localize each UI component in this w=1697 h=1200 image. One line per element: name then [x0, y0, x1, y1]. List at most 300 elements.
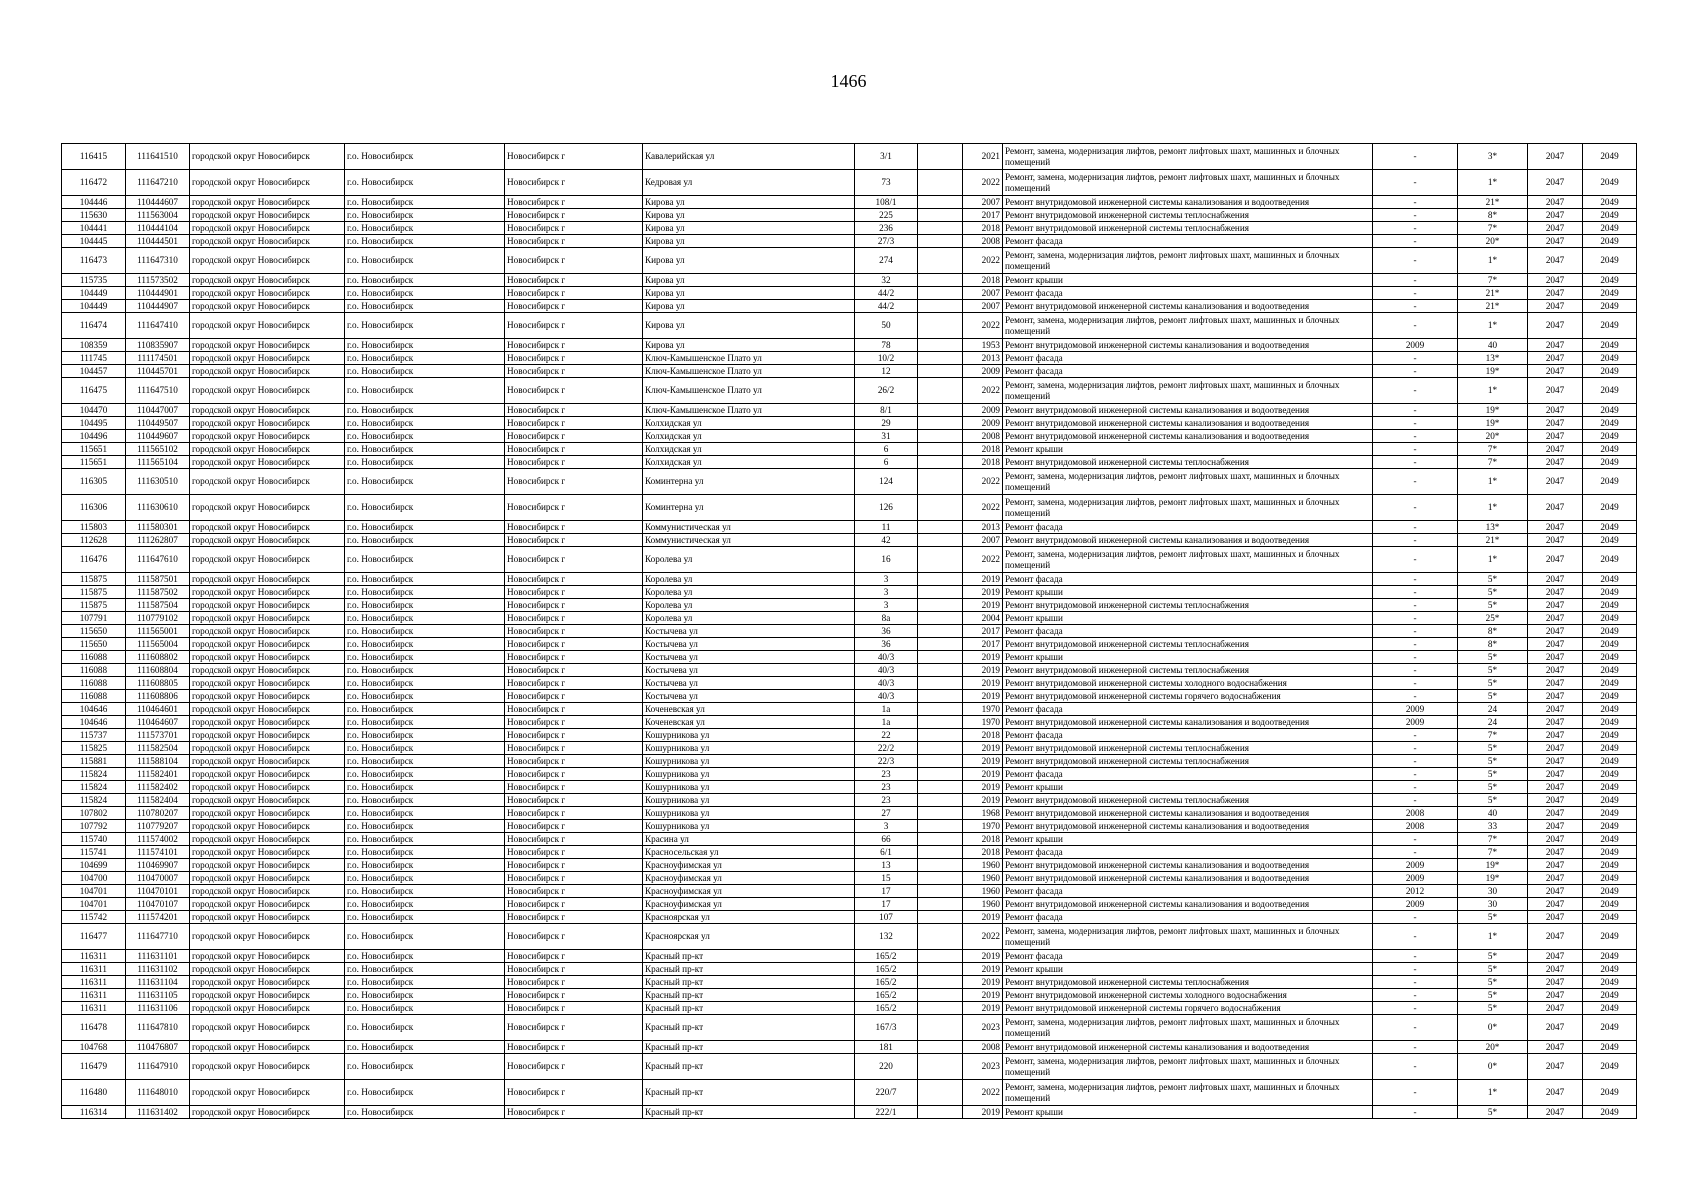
- cell-municipality: городской округ Новосибирск: [190, 404, 345, 417]
- cell-work-id: 111647710: [126, 924, 190, 950]
- cell-street: Красина ул: [643, 833, 855, 846]
- cell-settlement: Новосибирск г: [505, 794, 643, 807]
- cell-house-number: 40/3: [855, 664, 918, 677]
- cell-wear-years: 19*: [1458, 859, 1528, 872]
- cell-last-repair-year: -: [1373, 586, 1458, 599]
- cell-house-number: 22: [855, 729, 918, 742]
- cell-street: Красный пр-кт: [643, 1002, 855, 1015]
- cell-urban-district: г.о. Новосибирск: [345, 1015, 505, 1041]
- cell-wear-years: 8*: [1458, 638, 1528, 651]
- cell-commission-year: 1953: [963, 339, 1003, 352]
- cell-house-id: 115825: [62, 742, 126, 755]
- cell-settlement: Новосибирск г: [505, 820, 643, 833]
- cell-commission-year: 2019: [963, 677, 1003, 690]
- cell-house-id: 116305: [62, 469, 126, 495]
- cell-last-repair-year: -: [1373, 677, 1458, 690]
- cell-house-number: 11: [855, 521, 918, 534]
- cell-wear-years: 24: [1458, 716, 1528, 729]
- cell-building: [918, 1106, 963, 1119]
- cell-wear-years: 3*: [1458, 144, 1528, 170]
- cell-work-id: 110445701: [126, 365, 190, 378]
- cell-commission-year: 2019: [963, 911, 1003, 924]
- cell-plan-year-start: 2047: [1528, 534, 1583, 547]
- cell-commission-year: 2023: [963, 1054, 1003, 1080]
- cell-house-id: 116479: [62, 1054, 126, 1080]
- cell-last-repair-year: -: [1373, 976, 1458, 989]
- cell-urban-district: г.о. Новосибирск: [345, 794, 505, 807]
- table-row: [62, 378, 1637, 404]
- cell-house-id: 104446: [62, 196, 126, 209]
- cell-wear-years: 5*: [1458, 963, 1528, 976]
- cell-plan-year-start: 2047: [1528, 1106, 1583, 1119]
- cell-plan-year-start: 2047: [1528, 742, 1583, 755]
- cell-work-type: Ремонт, замена, модернизация лифтов, ремонт лифтовых шахт, машинных и блочных помещений: [1003, 1080, 1373, 1106]
- cell-street: Королева ул: [643, 612, 855, 625]
- cell-last-repair-year: -: [1373, 963, 1458, 976]
- cell-plan-year-start: 2047: [1528, 963, 1583, 976]
- cell-settlement: Новосибирск г: [505, 1080, 643, 1106]
- cell-work-id: 111647410: [126, 313, 190, 339]
- cell-house-id: 116088: [62, 651, 126, 664]
- cell-plan-year-start: 2047: [1528, 1015, 1583, 1041]
- cell-house-number: 22/2: [855, 742, 918, 755]
- cell-plan-year-end: 2049: [1583, 859, 1637, 872]
- cell-house-id: 116473: [62, 248, 126, 274]
- cell-street: Кошурникова ул: [643, 807, 855, 820]
- cell-commission-year: 2009: [963, 404, 1003, 417]
- cell-commission-year: 2009: [963, 365, 1003, 378]
- cell-municipality: городской округ Новосибирск: [190, 690, 345, 703]
- cell-house-number: 29: [855, 417, 918, 430]
- cell-building: [918, 703, 963, 716]
- cell-street: Красный пр-кт: [643, 1015, 855, 1041]
- cell-work-type: Ремонт внутридомовой инженерной системы канализования и водоотведения: [1003, 339, 1373, 352]
- cell-wear-years: 5*: [1458, 911, 1528, 924]
- cell-work-type: Ремонт внутридомовой инженерной системы теплоснабжения: [1003, 742, 1373, 755]
- cell-house-number: 73: [855, 170, 918, 196]
- cell-house-number: 274: [855, 248, 918, 274]
- cell-municipality: городской округ Новосибирск: [190, 781, 345, 794]
- cell-last-repair-year: -: [1373, 651, 1458, 664]
- cell-commission-year: 2019: [963, 664, 1003, 677]
- cell-plan-year-start: 2047: [1528, 209, 1583, 222]
- cell-house-id: 116088: [62, 664, 126, 677]
- cell-last-repair-year: -: [1373, 521, 1458, 534]
- table-row: [62, 924, 1637, 950]
- cell-municipality: городской округ Новосибирск: [190, 313, 345, 339]
- cell-plan-year-end: 2049: [1583, 469, 1637, 495]
- cell-commission-year: 1970: [963, 820, 1003, 833]
- cell-wear-years: 1*: [1458, 469, 1528, 495]
- cell-street: Ключ-Камышенское Плато ул: [643, 404, 855, 417]
- cell-house-number: 16: [855, 547, 918, 573]
- cell-urban-district: г.о. Новосибирск: [345, 586, 505, 599]
- cell-commission-year: 2022: [963, 469, 1003, 495]
- cell-urban-district: г.о. Новосибирск: [345, 287, 505, 300]
- cell-settlement: Новосибирск г: [505, 378, 643, 404]
- cell-plan-year-end: 2049: [1583, 495, 1637, 521]
- cell-house-number: 225: [855, 209, 918, 222]
- cell-work-id: 111582504: [126, 742, 190, 755]
- cell-work-id: 111641510: [126, 144, 190, 170]
- cell-wear-years: 5*: [1458, 1002, 1528, 1015]
- cell-settlement: Новосибирск г: [505, 170, 643, 196]
- cell-plan-year-start: 2047: [1528, 313, 1583, 339]
- cell-plan-year-end: 2049: [1583, 924, 1637, 950]
- cell-work-id: 111647610: [126, 547, 190, 573]
- cell-street: Колхидская ул: [643, 417, 855, 430]
- table-row: [62, 365, 1637, 378]
- cell-commission-year: 2023: [963, 1015, 1003, 1041]
- cell-municipality: городской округ Новосибирск: [190, 586, 345, 599]
- cell-plan-year-start: 2047: [1528, 365, 1583, 378]
- cell-work-type: Ремонт внутридомовой инженерной системы теплоснабжения: [1003, 664, 1373, 677]
- cell-house-number: 3/1: [855, 144, 918, 170]
- cell-work-type: Ремонт внутридомовой инженерной системы канализования и водоотведения: [1003, 404, 1373, 417]
- cell-plan-year-start: 2047: [1528, 339, 1583, 352]
- cell-work-type: Ремонт крыши: [1003, 781, 1373, 794]
- cell-building: [918, 144, 963, 170]
- table-row: [62, 976, 1637, 989]
- cell-commission-year: 1970: [963, 716, 1003, 729]
- cell-house-number: 107: [855, 911, 918, 924]
- cell-plan-year-start: 2047: [1528, 976, 1583, 989]
- cell-plan-year-end: 2049: [1583, 443, 1637, 456]
- cell-house-id: 116306: [62, 495, 126, 521]
- cell-last-repair-year: -: [1373, 534, 1458, 547]
- cell-work-type: Ремонт внутридомовой инженерной системы теплоснабжения: [1003, 755, 1373, 768]
- cell-commission-year: 2022: [963, 378, 1003, 404]
- cell-last-repair-year: -: [1373, 352, 1458, 365]
- cell-wear-years: 7*: [1458, 443, 1528, 456]
- cell-house-number: 220/7: [855, 1080, 918, 1106]
- cell-work-id: 111587504: [126, 599, 190, 612]
- cell-commission-year: 2019: [963, 768, 1003, 781]
- cell-house-id: 116311: [62, 989, 126, 1002]
- cell-last-repair-year: -: [1373, 846, 1458, 859]
- cell-municipality: городской округ Новосибирск: [190, 430, 345, 443]
- cell-building: [918, 469, 963, 495]
- cell-house-number: 3: [855, 820, 918, 833]
- cell-work-type: Ремонт фасада: [1003, 846, 1373, 859]
- cell-municipality: городской округ Новосибирск: [190, 196, 345, 209]
- cell-last-repair-year: -: [1373, 456, 1458, 469]
- cell-urban-district: г.о. Новосибирск: [345, 378, 505, 404]
- cell-work-type: Ремонт внутридомовой инженерной системы канализования и водоотведения: [1003, 196, 1373, 209]
- cell-street: Костычева ул: [643, 651, 855, 664]
- cell-settlement: Новосибирск г: [505, 898, 643, 911]
- cell-street: Коммунистическая ул: [643, 534, 855, 547]
- cell-work-type: Ремонт фасада: [1003, 625, 1373, 638]
- cell-plan-year-start: 2047: [1528, 846, 1583, 859]
- cell-work-type: Ремонт, замена, модернизация лифтов, ремонт лифтовых шахт, машинных и блочных помещений: [1003, 495, 1373, 521]
- cell-house-id: 104646: [62, 716, 126, 729]
- cell-settlement: Новосибирск г: [505, 963, 643, 976]
- cell-building: [918, 573, 963, 586]
- table-row: [62, 885, 1637, 898]
- cell-settlement: Новосибирск г: [505, 144, 643, 170]
- cell-wear-years: 19*: [1458, 417, 1528, 430]
- cell-wear-years: 7*: [1458, 222, 1528, 235]
- cell-last-repair-year: -: [1373, 833, 1458, 846]
- cell-work-type: Ремонт, замена, модернизация лифтов, ремонт лифтовых шахт, машинных и блочных помещений: [1003, 1054, 1373, 1080]
- cell-house-id: 116475: [62, 378, 126, 404]
- table-row: [62, 248, 1637, 274]
- table-row: [62, 950, 1637, 963]
- table-row: [62, 820, 1637, 833]
- cell-building: [918, 222, 963, 235]
- cell-urban-district: г.о. Новосибирск: [345, 924, 505, 950]
- cell-settlement: Новосибирск г: [505, 209, 643, 222]
- cell-house-number: 126: [855, 495, 918, 521]
- cell-commission-year: 2019: [963, 950, 1003, 963]
- cell-urban-district: г.о. Новосибирск: [345, 417, 505, 430]
- cell-work-type: Ремонт фасада: [1003, 729, 1373, 742]
- cell-house-number: 44/2: [855, 300, 918, 313]
- cell-plan-year-start: 2047: [1528, 612, 1583, 625]
- cell-street: Колхидская ул: [643, 430, 855, 443]
- cell-street: Кошурникова ул: [643, 729, 855, 742]
- table-row: [62, 222, 1637, 235]
- cell-settlement: Новосибирск г: [505, 222, 643, 235]
- cell-commission-year: 2019: [963, 1106, 1003, 1119]
- cell-work-type: Ремонт крыши: [1003, 1106, 1373, 1119]
- cell-municipality: городской округ Новосибирск: [190, 716, 345, 729]
- cell-work-id: 111573502: [126, 274, 190, 287]
- cell-plan-year-end: 2049: [1583, 274, 1637, 287]
- cell-last-repair-year: 2009: [1373, 716, 1458, 729]
- cell-settlement: Новосибирск г: [505, 976, 643, 989]
- cell-last-repair-year: -: [1373, 378, 1458, 404]
- cell-last-repair-year: -: [1373, 144, 1458, 170]
- cell-plan-year-end: 2049: [1583, 677, 1637, 690]
- cell-street: Кедровая ул: [643, 170, 855, 196]
- cell-urban-district: г.о. Новосибирск: [345, 196, 505, 209]
- table-row: [62, 989, 1637, 1002]
- cell-work-type: Ремонт внутридомовой инженерной системы теплоснабжения: [1003, 222, 1373, 235]
- table-row: [62, 794, 1637, 807]
- cell-urban-district: г.о. Новосибирск: [345, 456, 505, 469]
- cell-municipality: городской округ Новосибирск: [190, 274, 345, 287]
- cell-plan-year-end: 2049: [1583, 690, 1637, 703]
- cell-street: Кирова ул: [643, 209, 855, 222]
- cell-last-repair-year: -: [1373, 625, 1458, 638]
- cell-plan-year-start: 2047: [1528, 352, 1583, 365]
- cell-municipality: городской округ Новосибирск: [190, 456, 345, 469]
- cell-wear-years: 0*: [1458, 1015, 1528, 1041]
- table-row: [62, 495, 1637, 521]
- cell-building: [918, 859, 963, 872]
- cell-last-repair-year: -: [1373, 1015, 1458, 1041]
- cell-work-id: 111563004: [126, 209, 190, 222]
- cell-settlement: Новосибирск г: [505, 1015, 643, 1041]
- cell-building: [918, 274, 963, 287]
- cell-last-repair-year: -: [1373, 794, 1458, 807]
- cell-wear-years: 20*: [1458, 235, 1528, 248]
- cell-urban-district: г.о. Новосибирск: [345, 703, 505, 716]
- cell-plan-year-end: 2049: [1583, 313, 1637, 339]
- cell-work-type: Ремонт внутридомовой инженерной системы канализования и водоотведения: [1003, 417, 1373, 430]
- table-row: [62, 274, 1637, 287]
- cell-municipality: городской округ Новосибирск: [190, 794, 345, 807]
- cell-plan-year-end: 2049: [1583, 768, 1637, 781]
- cell-building: [918, 833, 963, 846]
- table-row: [62, 599, 1637, 612]
- cell-municipality: городской округ Новосибирск: [190, 573, 345, 586]
- cell-work-id: 111582404: [126, 794, 190, 807]
- cell-house-id: 116474: [62, 313, 126, 339]
- cell-house-id: 104768: [62, 1041, 126, 1054]
- cell-street: Королева ул: [643, 599, 855, 612]
- cell-work-id: 111608806: [126, 690, 190, 703]
- cell-urban-district: г.о. Новосибирск: [345, 612, 505, 625]
- cell-wear-years: 33: [1458, 820, 1528, 833]
- cell-settlement: Новосибирск г: [505, 313, 643, 339]
- cell-plan-year-end: 2049: [1583, 1002, 1637, 1015]
- cell-municipality: городской округ Новосибирск: [190, 976, 345, 989]
- cell-municipality: городской округ Новосибирск: [190, 651, 345, 664]
- cell-house-number: 124: [855, 469, 918, 495]
- cell-house-id: 115742: [62, 911, 126, 924]
- cell-work-id: 111565102: [126, 443, 190, 456]
- cell-building: [918, 1041, 963, 1054]
- cell-commission-year: 2018: [963, 456, 1003, 469]
- cell-wear-years: 5*: [1458, 573, 1528, 586]
- table-row: [62, 729, 1637, 742]
- cell-settlement: Новосибирск г: [505, 703, 643, 716]
- cell-house-id: 116478: [62, 1015, 126, 1041]
- cell-plan-year-start: 2047: [1528, 1080, 1583, 1106]
- cell-street: Кошурникова ул: [643, 794, 855, 807]
- cell-work-id: 110779102: [126, 612, 190, 625]
- cell-municipality: городской округ Новосибирск: [190, 911, 345, 924]
- cell-plan-year-end: 2049: [1583, 755, 1637, 768]
- cell-work-id: 110779207: [126, 820, 190, 833]
- cell-work-id: 111630510: [126, 469, 190, 495]
- cell-plan-year-start: 2047: [1528, 859, 1583, 872]
- cell-commission-year: 2022: [963, 1080, 1003, 1106]
- cell-plan-year-start: 2047: [1528, 677, 1583, 690]
- cell-street: Красный пр-кт: [643, 1106, 855, 1119]
- cell-house-number: 17: [855, 898, 918, 911]
- cell-work-id: 111262807: [126, 534, 190, 547]
- cell-plan-year-end: 2049: [1583, 521, 1637, 534]
- cell-plan-year-end: 2049: [1583, 1041, 1637, 1054]
- cell-street: Королева ул: [643, 547, 855, 573]
- cell-building: [918, 820, 963, 833]
- cell-commission-year: 2019: [963, 573, 1003, 586]
- cell-wear-years: 21*: [1458, 196, 1528, 209]
- cell-house-id: 107791: [62, 612, 126, 625]
- cell-work-type: Ремонт внутридомовой инженерной системы канализования и водоотведения: [1003, 872, 1373, 885]
- cell-municipality: городской округ Новосибирск: [190, 898, 345, 911]
- cell-building: [918, 677, 963, 690]
- cell-commission-year: 1960: [963, 859, 1003, 872]
- cell-work-type: Ремонт крыши: [1003, 651, 1373, 664]
- cell-house-id: 104699: [62, 859, 126, 872]
- cell-wear-years: 5*: [1458, 651, 1528, 664]
- cell-municipality: городской округ Новосибирск: [190, 638, 345, 651]
- cell-urban-district: г.о. Новосибирск: [345, 248, 505, 274]
- cell-commission-year: 2007: [963, 534, 1003, 547]
- cell-commission-year: 2019: [963, 690, 1003, 703]
- cell-municipality: городской округ Новосибирск: [190, 1080, 345, 1106]
- cell-plan-year-end: 2049: [1583, 716, 1637, 729]
- cell-plan-year-start: 2047: [1528, 144, 1583, 170]
- cell-municipality: городской округ Новосибирск: [190, 742, 345, 755]
- cell-urban-district: г.о. Новосибирск: [345, 833, 505, 846]
- cell-wear-years: 5*: [1458, 742, 1528, 755]
- cell-commission-year: 2019: [963, 1002, 1003, 1015]
- cell-street: Красноуфимская ул: [643, 898, 855, 911]
- cell-building: [918, 300, 963, 313]
- cell-work-id: 111174501: [126, 352, 190, 365]
- cell-last-repair-year: -: [1373, 755, 1458, 768]
- table-row: [62, 846, 1637, 859]
- cell-plan-year-end: 2049: [1583, 352, 1637, 365]
- cell-urban-district: г.о. Новосибирск: [345, 547, 505, 573]
- cell-commission-year: 2019: [963, 963, 1003, 976]
- cell-settlement: Новосибирск г: [505, 456, 643, 469]
- cell-urban-district: г.о. Новосибирск: [345, 989, 505, 1002]
- cell-work-type: Ремонт крыши: [1003, 443, 1373, 456]
- cell-commission-year: 2022: [963, 313, 1003, 339]
- table-row: [62, 1015, 1637, 1041]
- cell-wear-years: 5*: [1458, 768, 1528, 781]
- cell-commission-year: 1968: [963, 807, 1003, 820]
- cell-work-type: Ремонт внутридомовой инженерной системы канализования и водоотведения: [1003, 430, 1373, 443]
- cell-plan-year-start: 2047: [1528, 586, 1583, 599]
- cell-house-id: 112628: [62, 534, 126, 547]
- cell-plan-year-end: 2049: [1583, 989, 1637, 1002]
- cell-street: Кирова ул: [643, 274, 855, 287]
- cell-municipality: городской округ Новосибирск: [190, 820, 345, 833]
- cell-work-type: Ремонт внутридомовой инженерной системы холодного водоснабжения: [1003, 989, 1373, 1002]
- cell-house-number: 23: [855, 781, 918, 794]
- table-row: [62, 573, 1637, 586]
- cell-house-id: 115650: [62, 625, 126, 638]
- cell-plan-year-end: 2049: [1583, 573, 1637, 586]
- cell-plan-year-start: 2047: [1528, 456, 1583, 469]
- cell-work-id: 111630610: [126, 495, 190, 521]
- cell-last-repair-year: -: [1373, 300, 1458, 313]
- cell-work-type: Ремонт фасада: [1003, 885, 1373, 898]
- cell-commission-year: 2019: [963, 781, 1003, 794]
- cell-street: Костычева ул: [643, 690, 855, 703]
- cell-street: Красноуфимская ул: [643, 872, 855, 885]
- cell-work-type: Ремонт, замена, модернизация лифтов, ремонт лифтовых шахт, машинных и блочных помещений: [1003, 248, 1373, 274]
- cell-settlement: Новосибирск г: [505, 235, 643, 248]
- cell-last-repair-year: -: [1373, 1054, 1458, 1080]
- cell-house-id: 104445: [62, 235, 126, 248]
- cell-urban-district: г.о. Новосибирск: [345, 742, 505, 755]
- cell-house-number: 17: [855, 885, 918, 898]
- cell-plan-year-end: 2049: [1583, 651, 1637, 664]
- cell-settlement: Новосибирск г: [505, 196, 643, 209]
- cell-building: [918, 1054, 963, 1080]
- cell-work-type: Ремонт, замена, модернизация лифтов, ремонт лифтовых шахт, машинных и блочных помещений: [1003, 144, 1373, 170]
- cell-plan-year-start: 2047: [1528, 235, 1583, 248]
- cell-work-id: 110447007: [126, 404, 190, 417]
- cell-last-repair-year: -: [1373, 170, 1458, 196]
- cell-house-id: 115735: [62, 274, 126, 287]
- cell-house-number: 36: [855, 625, 918, 638]
- cell-house-number: 6/1: [855, 846, 918, 859]
- cell-commission-year: 2018: [963, 846, 1003, 859]
- cell-house-id: 115824: [62, 794, 126, 807]
- cell-work-id: 110444907: [126, 300, 190, 313]
- cell-plan-year-end: 2049: [1583, 378, 1637, 404]
